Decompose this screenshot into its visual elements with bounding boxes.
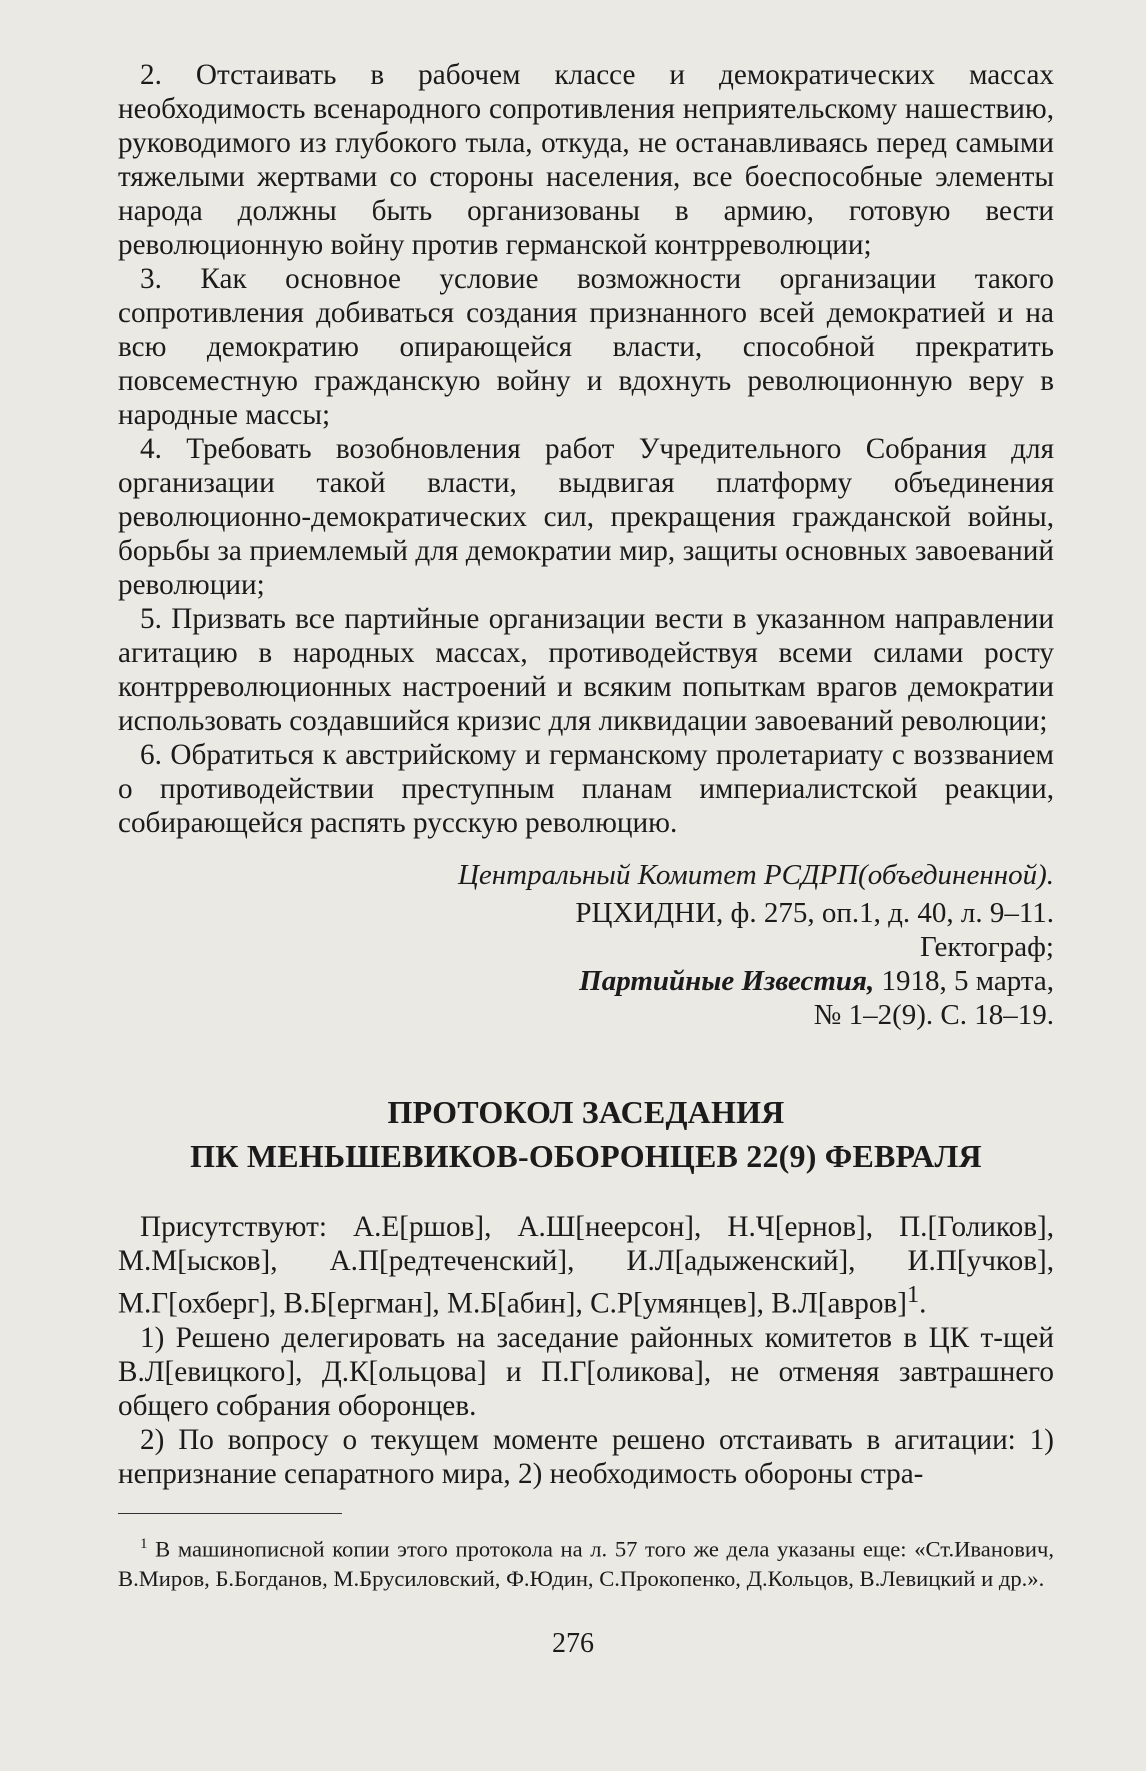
resolution-item: 4. Требовать возобновления работ Учредительного Собрания для организации такой власти, выдвигая платформу объединения революционно-демократических сил, прекращения гражданской войны, борьбы за приемлемый для демократии мир, защиты основных завоеваний революции; [118, 433, 1054, 601]
resolution-item: 2. Отстаивать в рабочем классе и демократических массах необходимость всенародного сопротивления неприятельскому нашествию, руководимого из глубокого тыла, откуда, не останавливаясь перед самыми тяжелыми жертвами со стороны населения, все боеспособные элементы народа должны быть организованы в армию, готовую вести революционную войну против германской контрреволюции; [118, 59, 1054, 261]
publication-date: 1918, 5 марта, [881, 965, 1054, 997]
signature: Центральный Комитет РСДРП(объединенной). [457, 859, 1054, 891]
issue-reference: № 1–2(9). С. 18–19. [813, 999, 1054, 1031]
protocol-body [118, 1210, 1054, 1491]
resolution-item: 5. Призвать все партийные организации вести в указанном направлении агитацию в народных массах, противодействуя всеми силами росту контрреволюционных настроений и всяким попыткам врагов демократии использовать создавшийся кризис для ликвидации завоеваний революции; [118, 603, 1054, 737]
resolution-item: 3. Как основное условие возможности организации такого сопротивления добиваться создания признанного всей демократией и на всю демократию опирающейся власти, способной прекратить повсеместную гражданскую войну и вдохнуть революционную веру в народные массы; [118, 263, 1054, 431]
decision-item: 2) По вопросу о текущем моменте решено отстаивать в агитации: 1) непризнание сепаратного мира, 2) необходимость обороны стра- [118, 1423, 1054, 1490]
footnote-block [118, 1530, 1054, 1593]
decision-item: 1) Решено делегировать на заседание районных комитетов в ЦК т-щей В.Л[евицкого], Д.К[ольцова] и П.Г[оликова], не отменяя завтрашнего общего собрания оборонцев. [118, 1321, 1054, 1422]
signature-block [118, 858, 1054, 894]
footnote [118, 1530, 1054, 1593]
publication-line [118, 964, 1054, 998]
medium: Гектограф; [919, 931, 1054, 963]
footnote-reference: 1 [906, 1281, 920, 1308]
resolution-items [118, 58, 1054, 840]
archive-reference: РЦХИДНИ, ф. 275, оп.1, д. 40, л. 9–11. [575, 897, 1054, 929]
footnote-divider [118, 1513, 342, 1514]
footnote-text: В машинописной копии этого протокола на л. 57 того же дела указаны еще: «Ст.Иванович, В.Миров, Б.Богданов, М.Брусиловский, Ф.Юдин, С.Прокопенко, Д.Кольцов, В.Левицкий и др.». [118, 1536, 1054, 1591]
heading-line-1: ПРОТОКОЛ ЗАСЕДАНИЯ [387, 1094, 785, 1130]
attendance-text: Присутствуют: А.Е[ршов], А.Ш[неерсон], Н.Ч[ернов], П.[Голиков], М.М[ысков], А.П[редтеченский], И.Л[адыженский], И.П[учков], М.Г[охберг], В.Б[ергман], М.Б[абин], С.Р[умянцев], В.Л[авров] [118, 1211, 1054, 1320]
attendance: Присутствуют: А.Е[ршов], А.Ш[неерсон], Н.Ч[ернов], П.[Голиков], М.М[ысков], А.П[редтеченский], И.Л[адыженский], И.П[учков], М.Г[охберг], В.Б[ергман], М.Б[абин], С.Р[умянцев], В.Л[авров]$^1$. [118, 1211, 1054, 1320]
source-citation [118, 896, 1054, 1032]
resolution-item: 6. Обратиться к австрийскому и германскому пролетариату с воззванием о противодействии преступным планам империалистской реакции, собирающейся распять русскую революцию. [118, 739, 1054, 839]
footnote-number: 1 [140, 1536, 148, 1552]
publication-title: Партийные Известия, [579, 965, 875, 997]
heading-line-2: ПК МЕНЬШЕВИКОВ-ОБОРОНЦЕВ 22(9) ФЕВРАЛЯ [190, 1138, 982, 1174]
section-heading [118, 1090, 1054, 1178]
page-number: 276 [552, 1628, 594, 1659]
